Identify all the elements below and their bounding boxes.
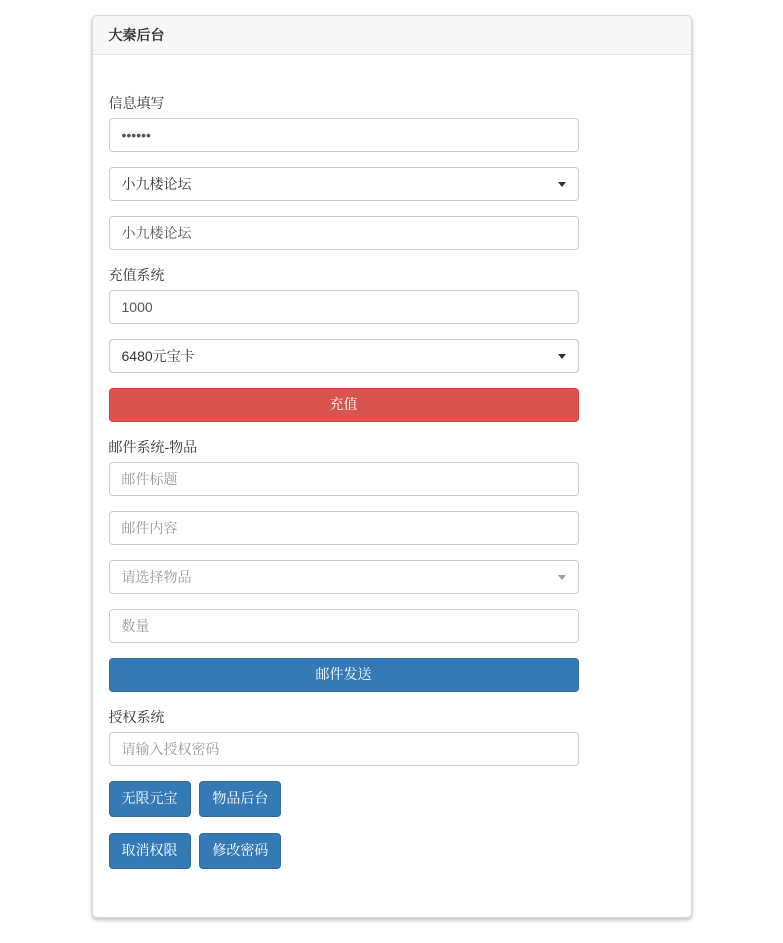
- card-type-select-value: 6480元宝卡: [121, 348, 195, 364]
- change-password-button[interactable]: 修改密码: [199, 833, 281, 869]
- panel-title: 大秦后台: [93, 16, 691, 55]
- auth-password-input[interactable]: [109, 732, 579, 766]
- quantity-input[interactable]: [109, 609, 579, 643]
- item-select-group: [109, 560, 579, 594]
- auth-button-row-1: [109, 781, 579, 817]
- mail-section-label: 邮件系统-物品: [108, 439, 198, 455]
- admin-panel-card: [92, 15, 692, 918]
- recharge-amount-input[interactable]: [109, 290, 579, 324]
- forum-name-input[interactable]: [109, 216, 579, 250]
- item-select-placeholder: 请选择物品: [121, 569, 192, 585]
- forum-select-value: 小九楼论坛: [121, 176, 192, 192]
- form-area: [109, 93, 579, 869]
- auth-button-row-2: [109, 833, 579, 869]
- chevron-down-icon: [558, 182, 566, 187]
- item-select[interactable]: [109, 560, 579, 594]
- card-type-select[interactable]: [109, 339, 579, 373]
- recharge-section-label: 充值系统: [108, 267, 165, 283]
- forum-input-group: [109, 216, 579, 250]
- forum-select-group: [109, 167, 579, 201]
- info-section: [109, 93, 579, 152]
- chevron-down-icon: [558, 354, 566, 359]
- quantity-group: [109, 609, 579, 643]
- recharge-button[interactable]: 充值: [109, 388, 579, 422]
- auth-section-label: 授权系统: [108, 709, 165, 725]
- item-backend-button[interactable]: 物品后台: [199, 781, 281, 817]
- password-input[interactable]: [109, 118, 579, 152]
- card-select-group: [109, 339, 579, 373]
- auth-section: [109, 707, 579, 766]
- mail-content-input[interactable]: [109, 511, 579, 545]
- recharge-section: [109, 265, 579, 324]
- panel-body: [93, 55, 691, 917]
- chevron-down-icon: [558, 575, 566, 580]
- recharge-button-group: [109, 388, 579, 422]
- unlimited-yuanbao-button[interactable]: 无限元宝: [109, 781, 191, 817]
- mail-send-button[interactable]: 邮件发送: [109, 658, 579, 692]
- mail-content-group: [109, 511, 579, 545]
- mail-section: [109, 437, 579, 496]
- mail-send-group: [109, 658, 579, 692]
- forum-select[interactable]: [109, 167, 579, 201]
- mail-title-input[interactable]: [109, 462, 579, 496]
- info-section-label: 信息填写: [108, 95, 165, 111]
- cancel-permission-button[interactable]: 取消权限: [109, 833, 191, 869]
